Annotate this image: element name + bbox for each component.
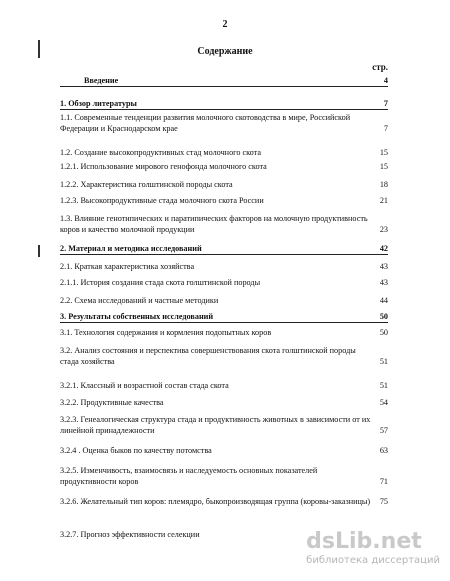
toc-entry-title: 1.2.3. Высокопродуктивные стада молочного скота России — [60, 196, 264, 205]
toc-entry — [60, 180, 388, 191]
toc-entry — [60, 196, 388, 207]
toc-entry-page: 51 — [379, 356, 388, 366]
toc-entry-title: 3.2.7. Прогноз эффективности селекции — [60, 530, 200, 539]
toc-entry-title: 2.1.1. История создания стада скота голштинской породы — [60, 278, 261, 287]
toc-entry-page: 21 — [379, 196, 388, 205]
toc-entry — [60, 446, 388, 457]
toc-entry-page: 23 — [379, 224, 388, 234]
toc-entry-title: 3.1. Технология содержания и кормления подопытных коров — [60, 328, 272, 337]
toc-entry-title: 1. Обзор литературы — [60, 99, 137, 108]
toc-entry-title: 1.2.1. Использование мирового генофонда молочного скота — [60, 162, 267, 171]
toc-entry-page: 43 — [379, 278, 388, 287]
section-rule — [60, 86, 388, 87]
toc-entry — [60, 278, 388, 289]
toc-entry — [60, 162, 388, 173]
toc-entry-title: 3.2.1. Классный и возрастной состав стада скота — [60, 381, 229, 390]
section-rule — [60, 322, 388, 323]
toc-entry-page: 51 — [379, 381, 388, 390]
toc-entry-page: 15 — [379, 162, 388, 171]
toc-entry-page: 18 — [379, 180, 388, 189]
toc-entry-page: 50 — [379, 328, 388, 337]
toc-entry — [60, 328, 388, 339]
watermark-subtitle: библиотека диссертаций — [306, 555, 440, 566]
toc-entry-page: 63 — [379, 446, 388, 455]
toc-entry-page: 75 — [379, 497, 388, 506]
toc-entry — [60, 466, 388, 487]
toc-entry-title: 2.2. Схема исследований и частные методики — [60, 296, 219, 305]
toc-entry-page: 44 — [379, 296, 388, 305]
toc-entry-title: 1.1. Современные тенденции развития молочного скотоводства в мире, Российской Федерации и Краснодарском крае — [60, 113, 351, 133]
toc-entry-title: 3.2.4 . Оценка быков по качеству потомства — [60, 446, 212, 455]
toc-entry-title: 2. Материал и методика исследований — [60, 244, 202, 253]
toc-entry-page: 4 — [383, 76, 388, 85]
toc-entry — [60, 497, 388, 508]
toc-entry-title: 3.2.2. Продуктивные качества — [60, 398, 164, 407]
toc-entry — [60, 381, 388, 392]
toc-entry — [60, 214, 388, 235]
toc-entry — [60, 312, 388, 323]
toc-entry-page: 42 — [379, 244, 388, 253]
toc-entry-title: 1.2. Создание высокопродуктивных стад молочного скота — [60, 148, 261, 157]
section-rule — [60, 109, 388, 110]
scan-mark — [38, 40, 40, 58]
toc-entry — [60, 99, 388, 110]
scan-mark — [38, 245, 40, 257]
toc-entry-title: 3.2.3. Генеалогическая структура стада и продуктивность животных в зависимости от их линейной принадлежности — [60, 415, 371, 435]
toc-entry-title: Введение — [84, 76, 119, 85]
watermark-logo: dsLib.net — [306, 529, 422, 554]
toc-entry-title: 3.2.5. Изменчивость, взаимосвязь и наследуемость основных показателей продуктивности коров — [60, 466, 318, 486]
toc-entry-page: 54 — [379, 398, 388, 407]
toc-entry — [60, 296, 388, 307]
toc-entry-page: 7 — [383, 99, 388, 108]
toc-entry — [60, 346, 388, 367]
section-rule — [60, 254, 388, 255]
toc-entry-title: 1.3. Влияние генотипических и паратипических факторов на молочную продуктивность коров и качество молочной продукции — [60, 214, 368, 234]
toc-entry-page: 57 — [379, 425, 388, 435]
toc-entry-page: 43 — [379, 262, 388, 271]
toc-entry — [60, 76, 388, 87]
toc-entry — [60, 398, 388, 409]
watermark — [306, 531, 440, 566]
toc-entry-title: 2.1. Краткая характеристика хозяйства — [60, 262, 195, 271]
toc-entry-title: 3.2.6. Желательный тип коров: племядро, быкопроизводящая группа (коровы-заказницы) — [60, 497, 371, 506]
toc-entry — [60, 113, 388, 134]
page-column-label: стр. — [372, 62, 388, 72]
toc-entry-page: 7 — [383, 123, 388, 133]
toc-entry-title: 1.2.2. Характеристика голштинской породы скота — [60, 180, 233, 189]
toc-entry-title: 3.2. Анализ состояния и перспектива совершенствования скота голштинской породы стада хозяйства — [60, 346, 356, 366]
toc-entry — [60, 415, 388, 436]
toc-entry — [60, 244, 388, 255]
toc-heading: Содержание — [197, 46, 253, 57]
toc-entry — [60, 262, 388, 273]
page-number: 2 — [222, 19, 228, 30]
toc-entry-page: 50 — [379, 312, 388, 321]
toc-entry-page: 15 — [379, 148, 388, 157]
toc-entry-title: 3. Результаты собственных исследований — [60, 312, 214, 321]
toc-entry-page: 71 — [379, 476, 388, 486]
toc-entry — [60, 148, 388, 159]
